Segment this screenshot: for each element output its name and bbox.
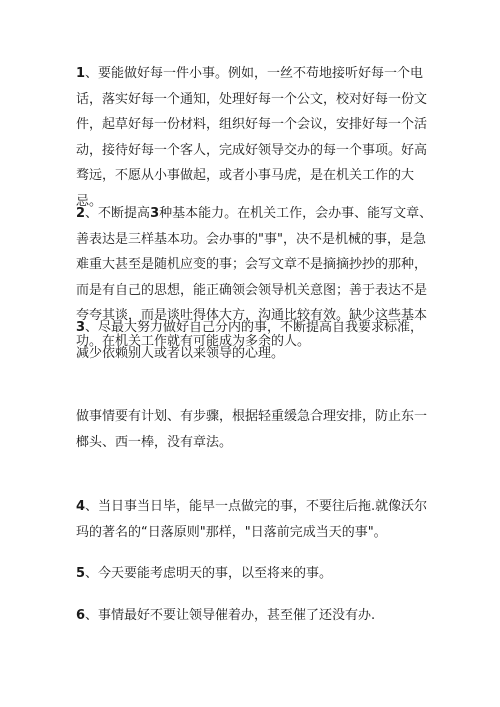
item-5-text: 、今天要能考虑明天的事，以至将来的事。 bbox=[85, 566, 333, 581]
item-2-number: 2 bbox=[76, 206, 86, 221]
item-6-number: 6 bbox=[76, 608, 86, 623]
item-2-text-after: 种基本能力。在机关工作，会办事、能写文章、善表达是三样基本功。会办事的"事"，决不是机械的事，是急难重大甚至是随机应变的事；会写文章不是摘摘抄抄的那种，而是有自己的思想，能正确领会领导机关意图；善于表达不是夸夸其谈，而是谈吐得体大方，沟通比较有效。缺少这些基本功。在机关工作就有可能成为多余的人。 bbox=[76, 206, 433, 349]
item-5-number: 5 bbox=[76, 566, 86, 581]
item-2-bold-number: 3 bbox=[150, 206, 160, 221]
item-1-paragraph bbox=[76, 61, 436, 214]
item-6-text: 、事情最好不要让领导催着办，甚至催了还没有办. bbox=[85, 608, 376, 623]
item-4-number: 4 bbox=[76, 499, 86, 514]
item-3-number: 3 bbox=[76, 320, 86, 335]
item-1-text: 、要能做好每一件小事。例如，一丝不苟地接听好每一个电话，落实好每一个通知，处理好每一个公文，校对好每一份文件，起草好每一份材料，组织好每一个会议，安排好每一个活动，接待好每一个客人，完成好领导交办的每一个事项。好高骛远，不愿从小事做起，或者小事马虎，是在机关工作的大忌。 bbox=[76, 66, 428, 209]
item-4-text: 、当日事当日毕，能早一点做完的事，不要往后拖.就像沃尔玛的著名的“日落原则"那样，"日落前完成当天的事"。 bbox=[76, 499, 428, 540]
item-5-paragraph bbox=[76, 561, 436, 587]
item-6-paragraph bbox=[76, 603, 436, 629]
item-3-paragraph bbox=[76, 315, 436, 366]
item-1-number: 1 bbox=[76, 66, 86, 81]
item-2-text-before: 、不断提高 bbox=[85, 206, 151, 221]
plan-paragraph: 做事情要有计划、有步骤，根据轻重缓急合理安排，防止东一榔头、西一棒，没有章法。 bbox=[76, 409, 428, 450]
item-4-paragraph bbox=[76, 494, 436, 545]
item-3-text: 、尽最大努力做好自己分内的事，不断提高自我要求标准，减少依赖别人或者以来领导的心理。 bbox=[76, 320, 424, 361]
